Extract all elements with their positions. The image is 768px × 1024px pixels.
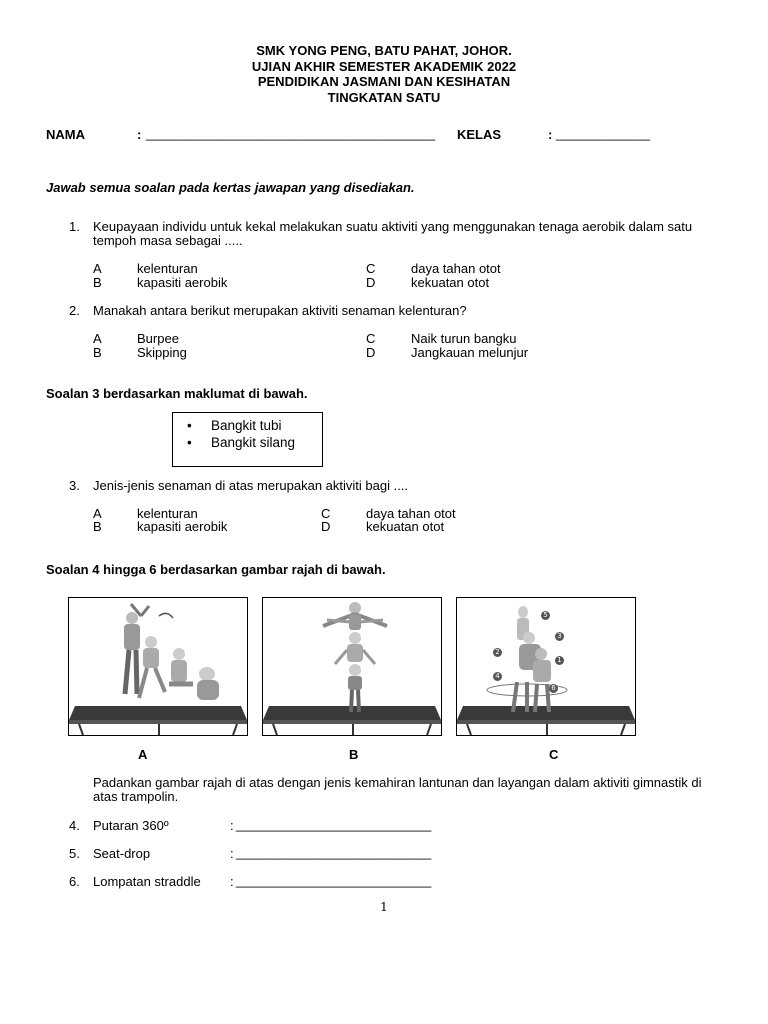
class-label: KELAS bbox=[457, 127, 502, 142]
fill-item-colon: : bbox=[230, 874, 234, 889]
option-text: kapasiti aerobik bbox=[137, 519, 228, 534]
option-letter: D bbox=[366, 275, 376, 290]
question-text: Keupayaan individu untuk kekal melakukan suatu aktiviti yang menggunakan tenaga aerobik dalam satu tempoh masa sebagai ..... bbox=[93, 219, 693, 248]
fill-item-number: 6. bbox=[69, 874, 80, 889]
option-text: Naik turun bangku bbox=[411, 331, 517, 346]
option-text: kekuatan otot bbox=[411, 275, 490, 290]
question-text: Jenis-jenis senaman di atas merupakan aktiviti bagi .... bbox=[93, 478, 409, 493]
subject-title: PENDIDIKAN JASMANI DAN KESIHATAN bbox=[257, 74, 511, 89]
fill-item-colon: : bbox=[230, 846, 234, 861]
answer-field[interactable]: ___________________________ bbox=[236, 873, 432, 888]
option-text: daya tahan otot bbox=[411, 261, 501, 276]
option-text: Skipping bbox=[137, 345, 187, 360]
trampoline-image-b bbox=[262, 597, 442, 736]
fill-item-label: Seat-drop bbox=[93, 846, 151, 861]
option-text: kelenturan bbox=[137, 506, 198, 521]
page-number: 1 bbox=[380, 900, 388, 914]
school-name: SMK YONG PENG, BATU PAHAT, JOHOR. bbox=[256, 43, 512, 58]
answer-field[interactable]: ___________________________ bbox=[236, 845, 432, 860]
picture-label-a: A bbox=[138, 747, 148, 762]
picture-label-c: C bbox=[549, 747, 559, 762]
step-marker: 3 bbox=[555, 632, 564, 641]
step-marker: 6 bbox=[549, 684, 558, 693]
question-2 bbox=[69, 304, 709, 324]
exam-header bbox=[0, 43, 768, 105]
step-marker: 1 bbox=[555, 656, 564, 665]
name-field[interactable]: ________________________________________ bbox=[146, 126, 436, 141]
question-number: 1. bbox=[69, 219, 80, 234]
option-letter: B bbox=[93, 345, 102, 360]
info-item: Bangkit tubi bbox=[211, 418, 282, 433]
option-text: Jangkauan melunjur bbox=[411, 345, 529, 360]
fill-item-label: Lompatan straddle bbox=[93, 874, 201, 889]
option-text: Burpee bbox=[137, 331, 179, 346]
exam-title: UJIAN AKHIR SEMESTER AKADEMIK 2022 bbox=[251, 58, 517, 74]
question-number: 2. bbox=[69, 303, 80, 318]
section-3-heading: Soalan 3 berdasarkan maklumat di bawah. bbox=[46, 386, 308, 401]
option-letter: C bbox=[321, 506, 331, 521]
step-marker: 2 bbox=[493, 648, 502, 657]
info-item: Bangkit silang bbox=[211, 435, 296, 450]
fill-item-label: Putaran 360º bbox=[93, 818, 169, 833]
class-colon: : bbox=[548, 127, 553, 142]
bullet-icon: • bbox=[187, 435, 192, 450]
trampoline-image-c bbox=[456, 597, 636, 736]
option-text: kelenturan bbox=[137, 261, 198, 276]
question-3 bbox=[69, 479, 709, 499]
info-box bbox=[172, 412, 323, 467]
question-text: Manakah antara berikut merupakan aktiviti senaman kelenturan? bbox=[93, 303, 467, 318]
picture-label-b: B bbox=[349, 747, 359, 762]
form-title: TINGKATAN SATU bbox=[327, 89, 441, 105]
instruction-text: Jawab semua soalan pada kertas jawapan yang disediakan. bbox=[46, 180, 415, 195]
option-letter: A bbox=[93, 331, 102, 346]
class-field[interactable]: _____________ bbox=[556, 126, 650, 141]
option-letter: B bbox=[93, 275, 102, 290]
bullet-icon: • bbox=[187, 418, 192, 433]
fill-item-colon: : bbox=[230, 818, 234, 833]
match-instruction: Padankan gambar rajah di atas dengan jenis kemahiran lantunan dan layangan dalam aktiviti gimnastik di atas trampolin. bbox=[93, 775, 702, 804]
fill-item-number: 4. bbox=[69, 818, 80, 833]
option-letter: C bbox=[366, 261, 376, 276]
name-colon: : bbox=[137, 127, 142, 142]
step-marker: 5 bbox=[541, 611, 550, 620]
option-letter: D bbox=[366, 345, 376, 360]
question-number: 3. bbox=[69, 478, 80, 493]
answer-field[interactable]: ___________________________ bbox=[236, 817, 432, 832]
option-letter: C bbox=[366, 331, 376, 346]
option-text: kekuatan otot bbox=[366, 519, 445, 534]
option-text: kapasiti aerobik bbox=[137, 275, 228, 290]
option-letter: B bbox=[93, 519, 102, 534]
option-letter: D bbox=[321, 519, 331, 534]
step-marker: 4 bbox=[493, 672, 502, 681]
option-text: daya tahan otot bbox=[366, 506, 456, 521]
fill-item-number: 5. bbox=[69, 846, 80, 861]
name-label: NAMA bbox=[46, 127, 85, 142]
trampoline-image-a bbox=[68, 597, 248, 736]
option-letter: A bbox=[93, 261, 102, 276]
section-4-heading: Soalan 4 hingga 6 berdasarkan gambar rajah di bawah. bbox=[46, 562, 386, 577]
option-letter: A bbox=[93, 506, 102, 521]
